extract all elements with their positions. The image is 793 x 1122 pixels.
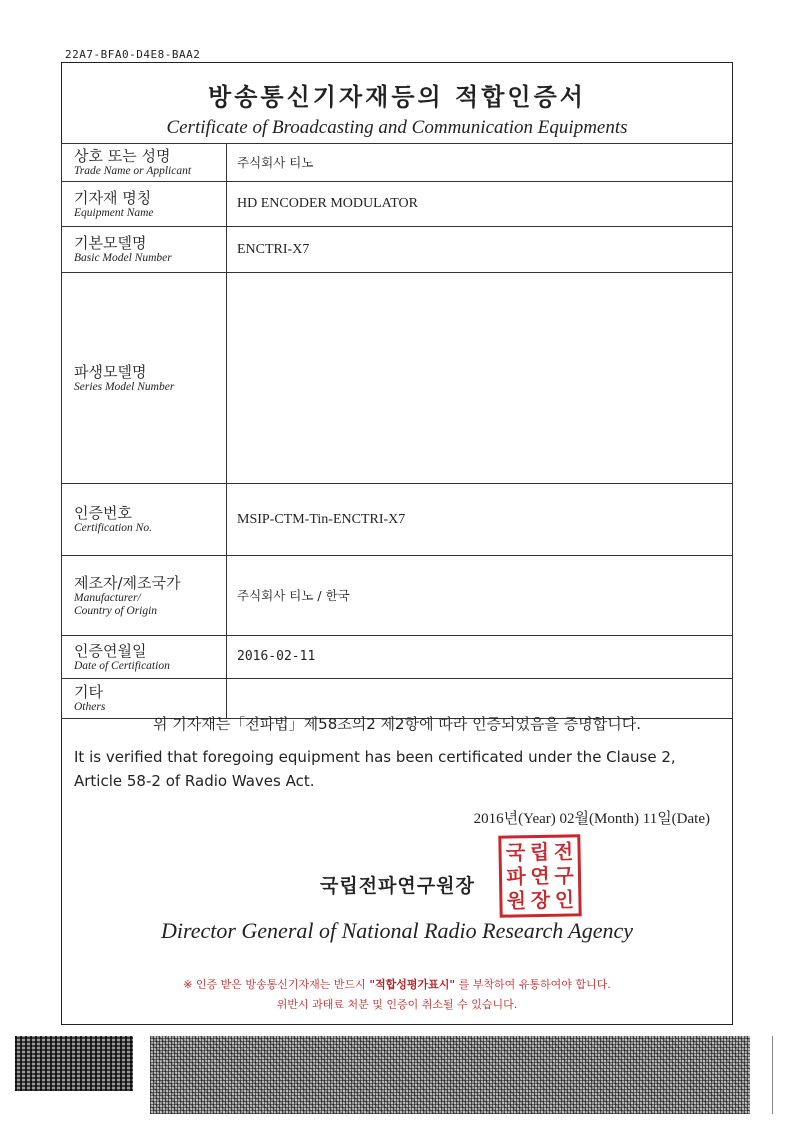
certificate-frame bbox=[61, 62, 733, 1025]
seal-char: 인 bbox=[554, 887, 575, 912]
table-row bbox=[62, 556, 733, 636]
certificate-title-ko: 방송통신기자재등의 적합인증서 bbox=[208, 83, 586, 111]
basic-model-value: ENCTRI-X7 bbox=[237, 241, 310, 257]
label-en: Certification No. bbox=[74, 522, 152, 534]
seal-char: 구 bbox=[554, 863, 574, 888]
label-ko: 파생모델명 bbox=[74, 362, 147, 381]
certification-date-value: 2016-02-11 bbox=[237, 649, 316, 664]
table-row bbox=[62, 484, 733, 556]
label-en: Date of Certification bbox=[74, 659, 170, 672]
table-row bbox=[62, 227, 733, 273]
label-ko: 기타 bbox=[74, 683, 103, 701]
table-row bbox=[62, 273, 733, 484]
notice-part: 를 부착하여 유통하여야 합니다. bbox=[455, 978, 611, 991]
issue-date: 2016년(Year) 02월(Month) 11일(Date) bbox=[473, 811, 710, 827]
label-ko: 기자재 명칭 bbox=[74, 188, 152, 207]
row-label bbox=[62, 636, 227, 679]
equipment-name-value: HD ENCODER MODULATOR bbox=[237, 196, 418, 211]
row-value bbox=[227, 144, 733, 182]
notice-line-2: 위반시 과태료 처분 및 인증이 취소될 수 있습니다. bbox=[276, 998, 518, 1011]
label-en: Equipment Name bbox=[74, 206, 154, 219]
seal-char: 립 bbox=[529, 839, 550, 865]
label-ko: 인증연월일 bbox=[74, 641, 147, 660]
row-label bbox=[62, 273, 227, 484]
row-value bbox=[227, 182, 733, 227]
label-ko: 인증번호 bbox=[74, 504, 132, 522]
seal-char: 국 bbox=[505, 840, 526, 865]
table-row bbox=[62, 144, 733, 182]
manufacturer-value: 주식회사 티노 / 한국 bbox=[237, 588, 350, 603]
official-seal bbox=[498, 834, 581, 917]
label-en: Manufacturer/ bbox=[74, 591, 141, 604]
seal-char: 원 bbox=[506, 888, 527, 913]
seal-char: 장 bbox=[530, 887, 551, 913]
label-en: Series Model Number bbox=[74, 380, 175, 393]
label-ko: 기본모델명 bbox=[74, 234, 147, 252]
notice-line-1 bbox=[62, 975, 732, 995]
table-row bbox=[62, 636, 733, 679]
label-ko: 상호 또는 성명 bbox=[74, 147, 171, 165]
seal-char: 파 bbox=[506, 864, 526, 889]
label-en: Others bbox=[74, 701, 106, 713]
divider bbox=[772, 1036, 773, 1114]
statement-en: It is verified that foregoing equipment has been certificated under the Clause 2, Article 58-2 of Radio Waves Act. bbox=[74, 748, 676, 790]
issuer-en: Director General of National Radio Research Agency bbox=[160, 918, 634, 943]
statement-ko: 위 기자재는「전파법」제58조의2 제2항에 따라 인증되었음을 증명합니다. bbox=[152, 715, 641, 733]
row-value bbox=[227, 556, 733, 636]
document-id: 22A7-BFA0-D4E8-BAA2 bbox=[65, 48, 201, 61]
applicant-value: 주식회사 티노 bbox=[237, 155, 314, 170]
label-en: Basic Model Number bbox=[74, 252, 172, 264]
certificate-title-en: Certificate of Broadcasting and Communication Equipments bbox=[166, 117, 628, 138]
label-en-2: Country of Origin bbox=[74, 604, 158, 617]
row-label bbox=[62, 182, 227, 227]
row-label bbox=[62, 144, 227, 182]
table-row bbox=[62, 182, 733, 227]
security-barcode-image bbox=[150, 1036, 750, 1114]
row-value bbox=[227, 636, 733, 679]
notice-text bbox=[62, 975, 732, 1015]
seal-char: 전 bbox=[553, 839, 574, 864]
row-label bbox=[62, 556, 227, 636]
seal-char: 연 bbox=[530, 863, 550, 889]
certification-no-value: MSIP-CTM-Tin-ENCTRI-X7 bbox=[237, 511, 406, 527]
label-en: Trade Name or Applicant bbox=[74, 165, 192, 177]
notice-emphasis: "적합성평가표시" bbox=[369, 978, 456, 991]
row-value bbox=[227, 273, 733, 484]
notice-part: ※ 인증 받은 방송통신기자재는 반드시 bbox=[183, 978, 370, 991]
certificate-table bbox=[61, 143, 733, 719]
label-ko: 제조자/제조국가 bbox=[74, 573, 181, 592]
issuer-ko: 국립전파연구원장 bbox=[320, 875, 475, 897]
row-label bbox=[62, 484, 227, 556]
row-value bbox=[227, 484, 733, 556]
row-value bbox=[227, 227, 733, 273]
qr-code-image bbox=[15, 1036, 133, 1091]
row-label bbox=[62, 227, 227, 273]
